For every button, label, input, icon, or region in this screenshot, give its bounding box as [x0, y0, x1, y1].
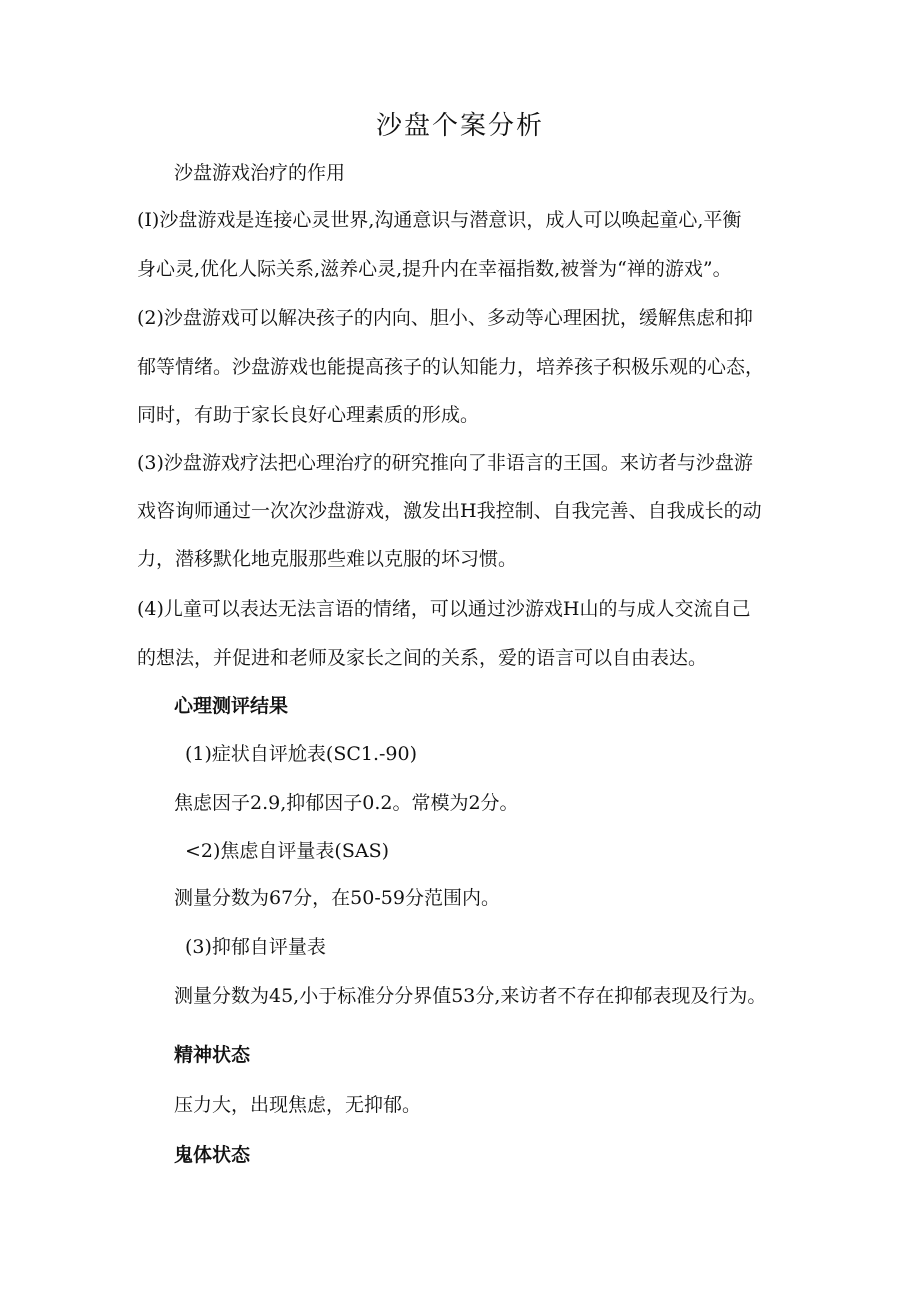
section1-p2-line2: 郁等情绪。沙盘游戏也能提高孩子的认知能力，培养孩子积极乐观的心态，: [137, 356, 765, 378]
section4-heading: 鬼体状态: [174, 1144, 251, 1166]
section2-item2-title: <2)焦虑自评量表(SAS): [185, 840, 389, 862]
section1-p2-line1: (2)沙盘游戏可以解决孩子的内向、胆小、多动等心理困扰，缓解焦虑和抑: [137, 307, 753, 329]
section1-heading: 沙盘游戏治疗的作用: [174, 162, 346, 184]
section1-p1-line1: (I)沙盘游戏是连接心灵世界,沟通意识与潜意识，成人可以唤起童心,平衡: [137, 209, 742, 231]
section1-p2-line3: 同时，有助于家长良好心理素质的形成。: [137, 404, 480, 426]
document-title: 沙盘个案分析: [375, 111, 544, 141]
section1-p3-line1: (3)沙盘游戏疗法把心理治疗的研究推向了非语言的王国。来访者与沙盘游: [137, 452, 753, 474]
section1-p4-line2: 的想法，并促进和老师及家长之间的关系，爱的语言可以自由表达。: [137, 647, 708, 669]
section3-heading: 精神状态: [174, 1044, 251, 1066]
section2-item1-title: (1)症状自评尬表(SC1.-90): [185, 743, 418, 765]
section3-text: 压力大，出现焦虑，无抑郁。: [174, 1094, 422, 1116]
section1-p1-line2: 身心灵,优化人际关系,滋养心灵,提升内在幸福指数,被誉为“禅的游戏”。: [137, 258, 732, 280]
section1-p4-line1: (4)儿童可以表达无法言语的情绪，可以通过沙游戏H山的与成人交流自己: [137, 598, 751, 620]
section2-item2-text: 测量分数为67分，在50-59分范围内。: [174, 887, 500, 909]
section2-item3-title: (3)抑郁自评量表: [185, 936, 326, 958]
section1-p3-line2: 戏咨询师通过一次次沙盘游戏，激发出H我控制、自我完善、自我成长的动: [137, 500, 762, 522]
section2-item3-text: 测量分数为45,小于标准分分界值53分,来访者不存在抑郁表现及行为。: [174, 985, 767, 1007]
section1-p3-line3: 力，潜移默化地克服那些难以克服的坏习惯。: [137, 548, 518, 570]
section2-heading: 心理测评结果: [174, 695, 289, 717]
section2-item1-text: 焦虑因子2.9,抑郁因子0.2。常模为2分。: [174, 792, 519, 814]
